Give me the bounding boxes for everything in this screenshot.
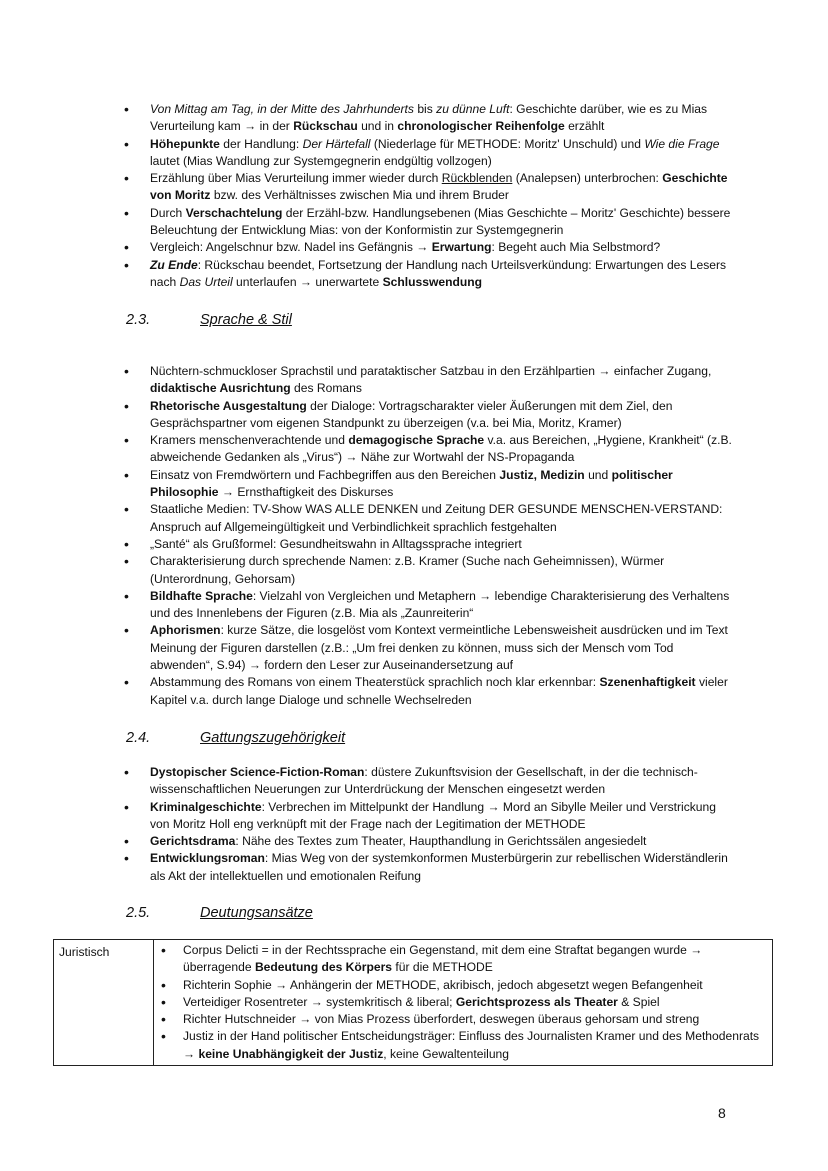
text-segment: und in [357, 119, 398, 134]
text-segment: der Handlung: [219, 136, 303, 151]
table-category-cell: Juristisch [54, 940, 154, 1066]
text-segment: : Vielzahl von Vergleichen und Metaphern → lebendige Charakterisierung des Verhaltens und des Innenlebens der Figuren (z.B. Mia als „Zaunreiterin“ [150, 588, 730, 621]
text-segment: Staatliche Medien: TV-Show WAS ALLE DENKEN und Zeitung DER GESUNDE MENSCHEN-VERSTAND: Anspruch auf Allgemeingültigkeit und Verbindlichkeit sprachlich festgehalten [150, 502, 723, 534]
list-item [124, 553, 734, 588]
text-segment: chronologischer Reihenfolge [397, 119, 565, 134]
text-segment: Geschichte von Moritz [150, 171, 728, 203]
text-segment: : Nähe des Textes zum Theater, Haupthandlung in Gerichtssälen angesiedelt [235, 834, 647, 849]
text-segment: Rückschau [293, 119, 358, 134]
text-segment: Durch [150, 205, 186, 220]
list-item [159, 1028, 772, 1063]
text-segment: lautet (Mias Wandlung zur Systemgegnerin endgültig vollzogen) [150, 153, 492, 168]
text-segment: bzw. des Verhältnisses zwischen Mia und ihrem Bruder [210, 188, 509, 203]
list-item [124, 501, 734, 536]
text-segment: : Begeht auch Mia Selbstmord? [491, 240, 661, 255]
list-item [124, 432, 734, 467]
text-segment: zu dünne Luft [436, 102, 510, 116]
text-segment: Gerichtsdrama [150, 834, 236, 849]
text-segment: Aphorismen [150, 623, 221, 638]
text-segment: Das Urteil [179, 274, 233, 289]
text-segment: Verschachtelung [185, 205, 283, 220]
text-segment: bis [413, 102, 437, 116]
section-heading-2-4 [126, 730, 345, 746]
text-segment: demagogische Sprache [348, 433, 485, 448]
section-title: Gattungszugehörigkeit [200, 730, 346, 746]
juristic-list [154, 942, 772, 1063]
list-item [124, 398, 734, 433]
text-segment: vieler Kapitel v.a. durch lange Dialoge und schnelle Wechselreden [150, 675, 728, 707]
interpretation-table [53, 939, 773, 1066]
text-segment: Erzählung über Mias Verurteilung immer wieder durch [150, 171, 442, 186]
section-title: Deutungsansätze [200, 905, 313, 921]
text-segment: unterlaufen → unerwartete [232, 274, 383, 289]
text-segment: Bedeutung des Körpers [254, 960, 393, 975]
text-segment: Verteidiger Rosentreter → systemkritisch & liberal; [183, 994, 456, 1009]
text-segment: didaktische Ausrichtung [150, 381, 291, 396]
text-segment: erzählt [564, 119, 605, 134]
list-item [124, 363, 734, 398]
text-segment: Corpus Delicti = in der Rechtssprache ein Gegenstand, mit dem eine Straftat begangen wurde → überragende [183, 943, 703, 975]
list-item [159, 994, 772, 1011]
text-segment: & Spiel [617, 994, 660, 1009]
text-segment: Szenenhaftigkeit [599, 675, 696, 690]
list-item [124, 850, 734, 885]
text-segment: und [584, 467, 612, 482]
text-segment: Charakterisierung durch sprechende Namen: z.B. Kramer (Suche nach Geheimnissen), Würmer (Unterordnung, Gehorsam) [150, 554, 665, 586]
text-segment: Schlusswendung [382, 274, 483, 289]
text-segment: Dystopischer Science-Fiction-Roman [150, 765, 365, 779]
text-segment: : Rückschau beendet, Fortsetzung der Handlung nach Urteilsverkündung: Erwartungen des Lesers nach [150, 257, 727, 289]
page-number: 8 [718, 1105, 726, 1121]
list-item [124, 239, 734, 256]
list-item [124, 799, 734, 834]
list-item [159, 942, 772, 977]
genre-list [124, 764, 734, 885]
text-segment: → Ernsthaftigkeit des Diskurses [218, 485, 394, 500]
plot-structure-list [124, 101, 734, 291]
section-title: Sprache & Stil [200, 312, 292, 328]
text-segment: , keine Gewaltenteilung [383, 1046, 510, 1061]
text-segment: der Erzähl-bzw. Handlungsebenen (Mias Geschichte – Moritz' Geschichte) bessere Beleuchtung der Entwicklung Mias: von der Konformistin zur Systemgegnerin [150, 205, 731, 238]
list-item [124, 536, 734, 553]
text-segment: Justiz in der Hand politischer Entscheidungsträger: Einfluss des Journalisten Kramer und des Methodenrats → [183, 1029, 760, 1061]
list-item [124, 622, 734, 674]
text-segment: Richter Hutschneider → von Mias Prozess überfordert, deswegen überaus gehorsam und streng [183, 1012, 700, 1027]
text-segment: (Analepsen) unterbrochen: [512, 171, 663, 186]
text-segment: Wie die Frage [644, 136, 720, 151]
language-style-list [124, 363, 734, 709]
text-segment: für die METHODE [392, 960, 493, 975]
text-segment: Höhepunkte [150, 136, 220, 151]
text-segment: Richterin Sophie → Anhängerin der METHODE, akribisch, jedoch abgesetzt wegen Befangenheit [183, 977, 703, 992]
text-segment: Entwicklungsroman [150, 851, 265, 866]
text-segment: Nüchtern-schmuckloser Sprachstil und parataktischer Satzbau in den Erzählpartien → einfacher Zugang, [150, 364, 712, 378]
table-row [54, 940, 773, 1066]
list-item [159, 1011, 772, 1028]
section-number: 2.5. [126, 905, 151, 921]
text-segment: „Santé“ als Grußformel: Gesundheitswahn in Alltagssprache integriert [150, 536, 522, 551]
list-item [124, 467, 734, 502]
list-item [124, 833, 734, 850]
text-segment: politischer Philosophie [150, 467, 673, 500]
list-item [124, 764, 734, 799]
section-heading-2-5 [126, 905, 313, 921]
text-segment: Einsatz von Fremdwörtern und Fachbegriffen aus den Bereichen [150, 467, 500, 482]
text-segment: Kramers menschenverachtende und [150, 433, 349, 448]
text-segment: des Romans [290, 381, 362, 396]
text-segment: Der Härtefall [302, 136, 371, 151]
text-segment: : Verbrechen im Mittelpunkt der Handlung → Mord an Sibylle Meiler und Verstrickung von Moritz Holl eng verknüpft mit der Frage nach der Legitimation der METHODE [150, 799, 716, 831]
text-segment: : kurze Sätze, die losgelöst vom Kontext vermeintliche Lebensweisheit ausdrücken und im Text Meinung der Figuren darstellen (z.B.: „Um frei denken zu können, muss sich der Mensch vom Tod abwenden“, S.94) → fordern den Leser zur Auseinandersetzung auf [150, 623, 728, 673]
text-segment: Von Mittag am Tag, in der Mitte des Jahrhunderts [150, 102, 414, 116]
section-number: 2.4. [126, 730, 151, 746]
text-segment: : Mias Weg von der systemkonformen Musterbürgerin zur rebellischen Widerständlerin als Akt der intellektuellen und emotionalen Reifung [150, 851, 728, 883]
text-segment: Gerichtsprozess als Theater [455, 994, 618, 1009]
text-segment: Justiz, Medizin [499, 467, 585, 482]
section-heading-2-3 [126, 312, 292, 328]
text-segment: keine Unabhängigkeit der Justiz [198, 1046, 384, 1061]
list-item [124, 205, 734, 240]
text-segment: der Dialoge: Vortragscharakter vieler Äußerungen mit dem Ziel, den Gesprächspartner vom eigenen Standpunkt zu überzeigen (v.a. bei Mia, Moritz, Kramer) [150, 398, 673, 430]
text-segment: Zu Ende [150, 257, 198, 272]
text-segment: Erwartung [431, 240, 492, 255]
text-segment: (Niederlage für METHODE: Moritz' Unschuld) und [370, 136, 645, 151]
table-items-cell [154, 940, 773, 1066]
list-item [124, 101, 734, 136]
text-segment: Rückblenden [441, 171, 513, 186]
list-item [124, 136, 734, 171]
section-number: 2.3. [126, 312, 151, 328]
text-segment: v.a. aus Bereichen, „Hygiene, Krankheit“ (z.B. abweichende Gedanken als „Virus“) → Nähe zur Wortwahl der NS-Propaganda [150, 433, 732, 465]
text-segment: Kriminalgeschichte [150, 799, 262, 814]
list-item [124, 674, 734, 709]
list-item [124, 257, 734, 292]
list-item [124, 588, 734, 623]
list-item [124, 170, 734, 205]
list-item [159, 977, 772, 994]
text-segment: : Geschichte darüber, wie es zu Mias Verurteilung kam → in der [150, 102, 708, 134]
text-segment: Rhetorische Ausgestaltung [150, 398, 307, 413]
text-segment: Vergleich: Angelschnur bzw. Nadel ins Gefängnis → [150, 240, 432, 255]
text-segment: Abstammung des Romans von einem Theaterstück sprachlich noch klar erkennbar: [150, 675, 600, 690]
text-segment: Bildhafte Sprache [150, 588, 253, 603]
text-segment: : düstere Zukunftsvision der Gesellschaft, in der die technisch-wissenschaftlichen Neuerungen zur Unterdrückung der Menschen eingesetzt werden [150, 765, 698, 797]
